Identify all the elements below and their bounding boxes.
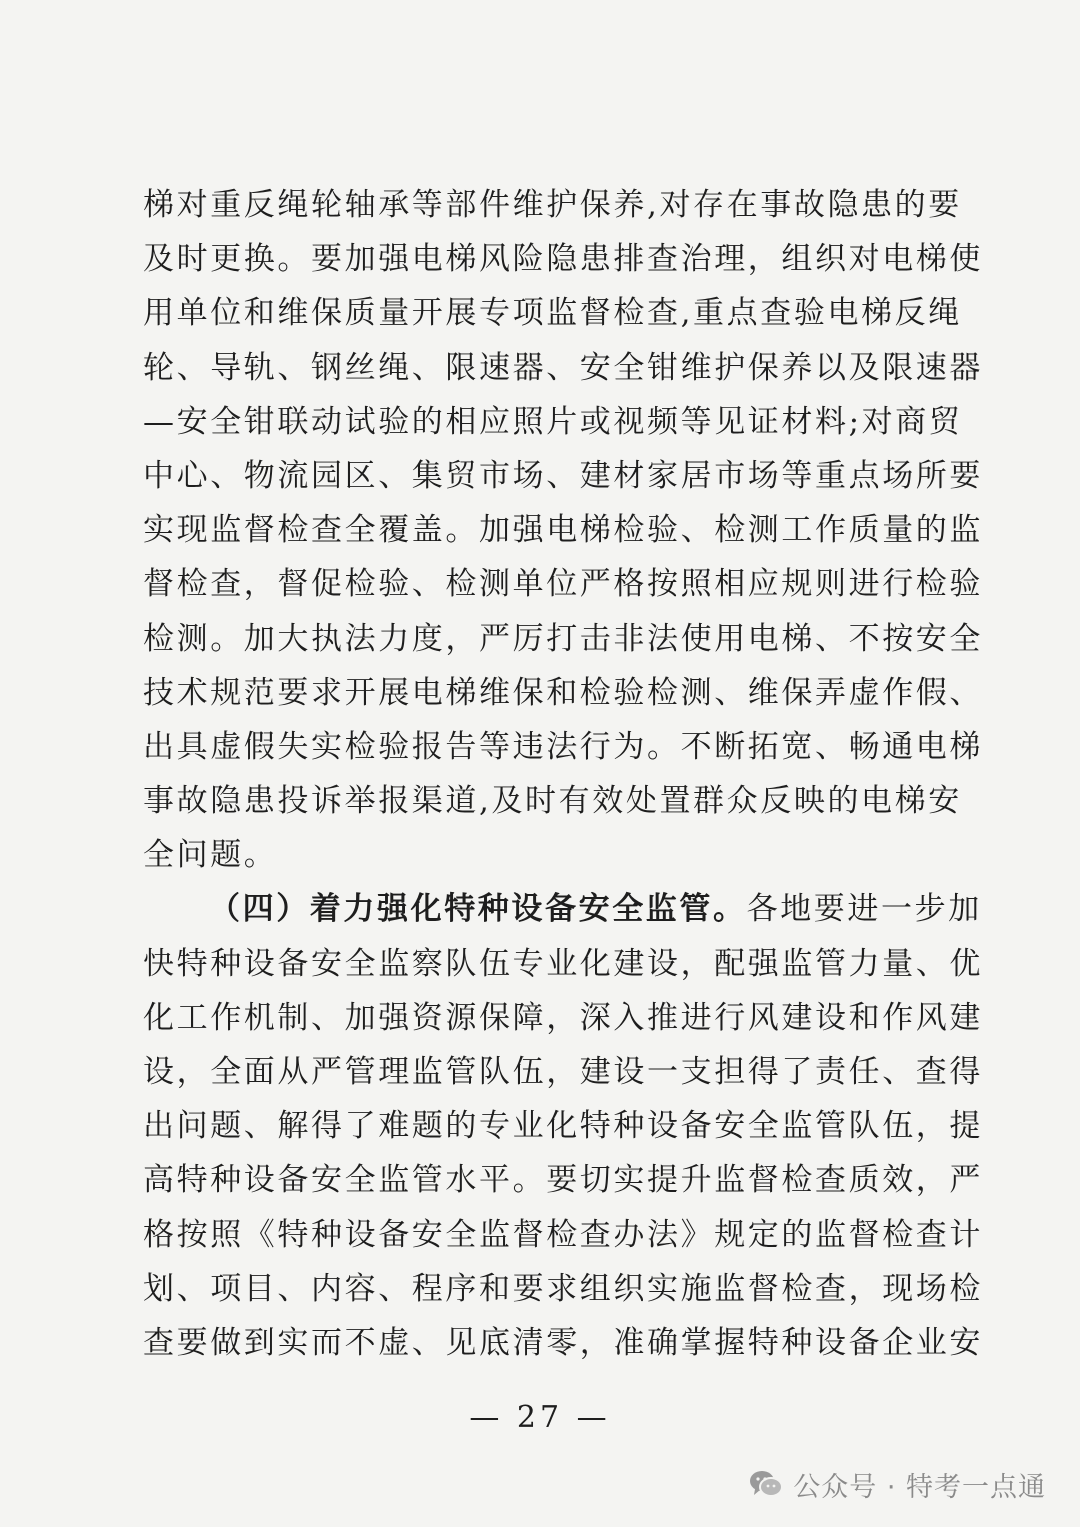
wechat-icon <box>749 1469 783 1499</box>
text-line: 梯对重反绳轮轴承等部件维护保养,对存在事故隐患的要 <box>143 187 962 223</box>
section-first-line-rest: 各地要进一步加 <box>746 891 982 928</box>
text-line: 设，全面从严管理监管队伍，建设一支担得了责任、查得 <box>143 1054 983 1090</box>
text-line: 中心、物流园区、集贸市场、建材家居市场等重点场所要 <box>143 457 983 494</box>
text-line: 检测。加大执法力度，严厉打击非法使用电梯、不按安全 <box>143 620 983 657</box>
watermark <box>749 1462 1046 1506</box>
text-line: 督检查，督促检验、检测单位严格按照相应规则进行检验 <box>143 566 983 603</box>
text-line: 事故隐患投诉举报渠道,及时有效处置群众反映的电梯安 <box>143 783 962 820</box>
text-line: 用单位和维保质量开展专项监督检查,重点查验电梯反绳 <box>143 295 962 332</box>
text-line: —安全钳联动试验的相应照片或视频等见证材料;对商贸 <box>143 403 963 440</box>
text-line: 格按照《特种设备安全监督检查办法》规定的监督检查计 <box>143 1216 983 1253</box>
page-number: — 27 — <box>469 1400 611 1435</box>
text-line: 查要做到实而不虚、见底清零，准确掌握特种设备企业安 <box>143 1324 983 1361</box>
text-line: 划、项目、内容、程序和要求组织实施监督检查，现场检 <box>143 1270 983 1307</box>
section-heading: （四）着力强化特种设备安全监管。 <box>209 891 747 928</box>
text-line: 出具虚假失实检验报告等违法行为。不断拓宽、畅通电梯 <box>143 728 983 765</box>
text-line: 全问题。 <box>143 837 278 874</box>
section-first-line <box>143 882 982 936</box>
watermark-text: 公众号 · 特考一点通 <box>793 1471 1046 1503</box>
text-line: 实现监督检查全覆盖。加强电梯检验、检测工作质量的监 <box>143 512 983 549</box>
text-line: 轮、导轨、钢丝绳、限速器、安全钳维护保养以及限速器 <box>143 349 983 386</box>
text-line: 技术规范要求开展电梯维保和检验检测、维保弄虚作假、 <box>143 674 983 711</box>
body-text <box>143 178 983 1370</box>
text-line: 及时更换。要加强电梯风险隐患排查治理，组织对电梯使 <box>143 241 983 278</box>
text-line: 快特种设备安全监察队伍专业化建设，配强监管力量、优 <box>143 945 983 982</box>
text-line: 出问题、解得了难题的专业化特种设备安全监管队伍，提 <box>143 1108 983 1145</box>
text-line: 化工作机制、加强资源保障，深入推进行风建设和作风建 <box>143 999 983 1036</box>
text-line: 高特种设备安全监管水平。要切实提升监督检查质效，严 <box>143 1162 983 1199</box>
